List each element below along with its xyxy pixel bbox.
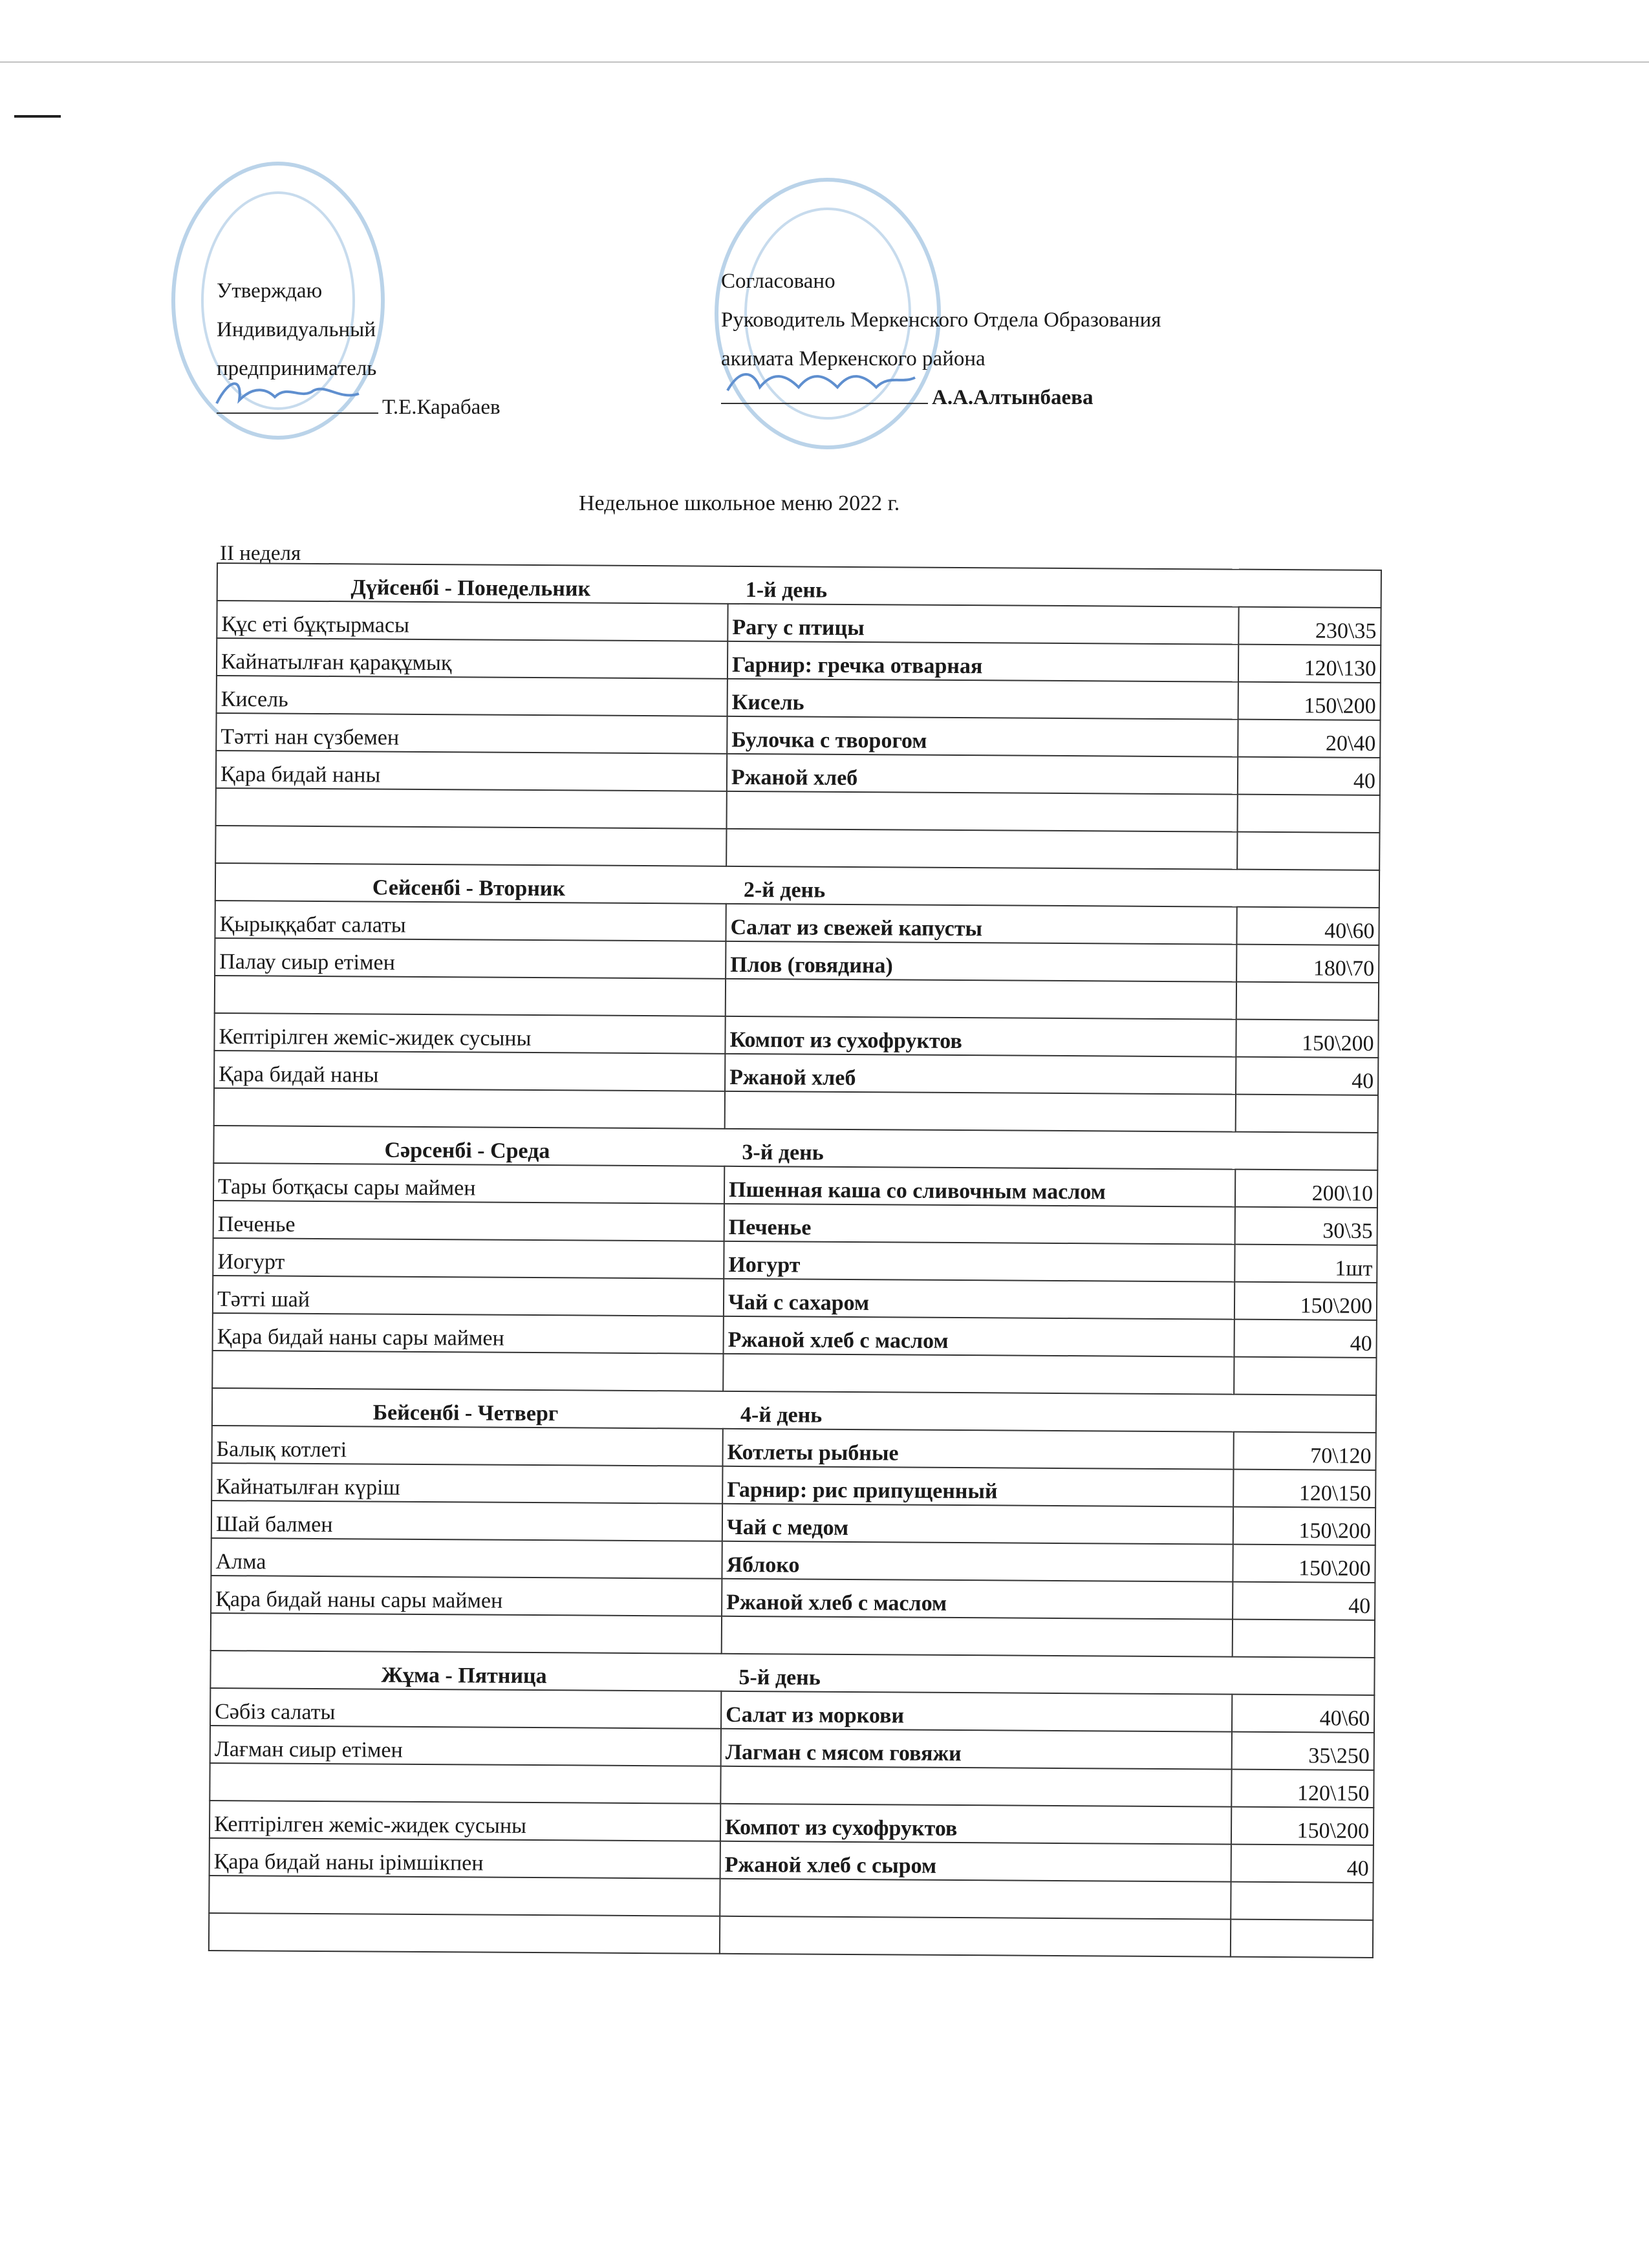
portion-cell: 20\40: [1238, 720, 1380, 758]
dish-russian-cell: Пшенная каша со сливочным маслом: [724, 1166, 1235, 1207]
dish-russian-cell: Салат из свежей капусты: [726, 904, 1236, 945]
day-number: 3-й день: [742, 1140, 824, 1165]
portion-cell: 180\70: [1236, 945, 1379, 983]
dish-kazakh-cell: [212, 1351, 723, 1391]
portion-cell: [1233, 1620, 1375, 1658]
portion-cell: 40: [1234, 1320, 1377, 1358]
approval-left-line3: предприниматель: [217, 357, 377, 380]
document-title: Недельное школьное меню 2022 г.: [579, 491, 900, 515]
portion-cell: 150\200: [1236, 1020, 1378, 1058]
dish-russian-cell: Булочка с творогом: [727, 716, 1238, 757]
portion-cell: 150\200: [1233, 1507, 1375, 1545]
menu-row: [210, 1726, 1374, 1770]
dish-kazakh-cell: Кайнатылған қарақұмық: [217, 638, 727, 679]
dish-kazakh-cell: [216, 788, 727, 829]
day-header-row: [213, 1126, 1377, 1170]
weekly-menu-table: [208, 562, 1382, 1958]
menu-row: [213, 1276, 1377, 1320]
dish-kazakh-cell: Кайнатылған күріш: [211, 1463, 722, 1504]
dish-kazakh-cell: Алма: [211, 1538, 722, 1579]
day-header-cell: [217, 563, 1381, 608]
menu-row: [215, 901, 1379, 945]
dish-russian-cell: Ржаной хлеб с сыром: [720, 1841, 1231, 1882]
day-header-cell: [212, 1388, 1376, 1433]
day-header-cell: [210, 1651, 1374, 1695]
portion-cell: 200\10: [1235, 1170, 1377, 1208]
menu-row: [214, 1051, 1378, 1095]
dish-kazakh-cell: Кептірілген жеміс-жидек сусыны: [214, 1013, 725, 1054]
menu-row: [209, 1913, 1373, 1958]
day-name: Дүйсенбі - Понедельник: [350, 575, 591, 601]
dish-kazakh-cell: Қара бидай наны: [216, 751, 727, 791]
dish-russian-cell: [722, 1616, 1233, 1657]
dish-kazakh-cell: Қара бидай наны сары маймен: [211, 1576, 722, 1616]
dish-kazakh-cell: Кептірілген жеміс-жидек сусыны: [210, 1801, 720, 1841]
portion-cell: 150\200: [1231, 1807, 1374, 1845]
dish-kazakh-cell: [209, 1913, 720, 1954]
menu-row: [212, 1351, 1376, 1395]
dish-russian-cell: Печенье: [724, 1204, 1235, 1245]
menu-row: [217, 638, 1381, 683]
dish-kazakh-cell: Тәтті нан сүзбемен: [216, 713, 727, 754]
day-header-cell: [213, 1126, 1377, 1170]
portion-cell: [1237, 832, 1379, 870]
dish-russian-cell: Гарнир: рис припущенный: [722, 1466, 1233, 1507]
approval-right-signature-row: [721, 378, 1161, 417]
portion-cell: [1237, 795, 1379, 833]
dish-kazakh-cell: Қара бидай наны ірімшікпен: [210, 1838, 720, 1879]
signature-right: [721, 381, 928, 404]
day-number: 2-й день: [743, 877, 826, 903]
dish-russian-cell: Ржаной хлеб: [727, 754, 1238, 795]
approval-block-right: [721, 262, 1161, 417]
dish-kazakh-cell: [210, 1763, 720, 1804]
dish-kazakh-cell: Балық котлеті: [211, 1426, 722, 1466]
day-name: Сейсенбі - Вторник: [372, 875, 566, 901]
approval-left-line2: Индивидуальный: [217, 318, 376, 341]
menu-row: [215, 976, 1379, 1020]
dish-russian-cell: Компот из сухофруктов: [720, 1804, 1231, 1845]
menu-row: [215, 826, 1379, 870]
day-name: Бейсенбі - Четверг: [372, 1400, 559, 1426]
dish-kazakh-cell: Тәтті шай: [213, 1276, 724, 1316]
menu-row: [211, 1463, 1375, 1508]
dish-kazakh-cell: Иогурт: [213, 1238, 724, 1279]
menu-row: [211, 1613, 1375, 1658]
dish-russian-cell: [720, 1916, 1231, 1957]
menu-row: [211, 1538, 1375, 1583]
menu-row: [209, 1876, 1373, 1920]
dish-russian-cell: [720, 1879, 1231, 1920]
dish-kazakh-cell: Қара бидай наны: [214, 1051, 725, 1091]
dish-kazakh-cell: Тары ботқасы сары маймен: [213, 1163, 724, 1204]
approval-right-line3: акимата Меркенского района: [721, 347, 986, 370]
dish-kazakh-cell: [209, 1876, 720, 1916]
dish-russian-cell: Лагман с мясом говяжи: [721, 1729, 1232, 1770]
portion-cell: 230\35: [1238, 607, 1381, 645]
portion-cell: [1231, 1882, 1373, 1920]
dish-russian-cell: Гарнир: гречка отварная: [727, 641, 1238, 682]
day-number: 5-й день: [738, 1665, 821, 1690]
portion-cell: 40: [1238, 757, 1380, 795]
portion-cell: 150\200: [1234, 1282, 1377, 1320]
approval-left-line1: Утверждаю: [217, 279, 323, 303]
portion-cell: 40\60: [1232, 1695, 1374, 1733]
menu-row: [214, 1013, 1378, 1058]
menu-row: [214, 1088, 1378, 1133]
menu-row: [211, 1576, 1375, 1620]
portion-cell: 120\150: [1231, 1770, 1374, 1808]
portion-cell: 40: [1233, 1582, 1375, 1620]
dish-russian-cell: [726, 829, 1237, 870]
dish-kazakh-cell: [215, 826, 726, 866]
portion-cell: 150\200: [1238, 682, 1381, 720]
menu-row: [211, 1426, 1375, 1470]
dish-russian-cell: Салат из моркови: [721, 1691, 1232, 1732]
dish-russian-cell: [725, 1091, 1236, 1132]
signer-left: Т.Е.Карабаев: [382, 396, 501, 419]
day-number: 4-й день: [740, 1402, 823, 1428]
scan-mark: [14, 115, 61, 118]
menu-row: [215, 938, 1379, 983]
dish-russian-cell: [726, 979, 1236, 1020]
menu-row: [210, 1801, 1374, 1845]
approval-right-line1: Согласовано: [721, 270, 835, 293]
menu-row: [211, 1501, 1375, 1545]
menu-row: [217, 601, 1381, 645]
menu-row: [216, 713, 1380, 758]
day-name: Жұма - Пятница: [381, 1663, 547, 1689]
day-header-row: [215, 863, 1379, 908]
dish-kazakh-cell: Құс еті бұқтырмасы: [217, 601, 727, 641]
dish-kazakh-cell: Лағман сиыр етімен: [210, 1726, 721, 1766]
portion-cell: 40: [1231, 1845, 1374, 1883]
dish-kazakh-cell: [214, 1088, 725, 1129]
menu-row: [210, 1763, 1374, 1808]
portion-cell: 150\200: [1233, 1545, 1375, 1583]
portion-cell: 1шт: [1234, 1245, 1377, 1283]
menu-row: [213, 1163, 1377, 1208]
day-header-row: [217, 563, 1381, 608]
day-number: 1-й день: [745, 577, 828, 603]
dish-kazakh-cell: Қара бидай наны сары маймен: [213, 1313, 724, 1354]
dish-kazakh-cell: Кисель: [217, 676, 727, 716]
dish-kazakh-cell: Шай балмен: [211, 1501, 722, 1541]
menu-row: [213, 1313, 1377, 1358]
portion-cell: 30\35: [1235, 1207, 1377, 1245]
menu-row: [217, 676, 1381, 720]
dish-kazakh-cell: Сәбіз салаты: [210, 1688, 721, 1729]
menu-row: [216, 751, 1380, 795]
dish-russian-cell: Кисель: [727, 679, 1238, 720]
dish-kazakh-cell: [215, 976, 726, 1016]
approval-right-line2: Руководитель Меркенского Отдела Образования: [721, 308, 1161, 332]
portion-cell: 35\250: [1232, 1732, 1374, 1770]
menu-row: [210, 1688, 1374, 1733]
signer-right: А.А.Алтынбаева: [932, 386, 1094, 409]
signature-left: [217, 390, 378, 414]
dish-russian-cell: Котлеты рыбные: [722, 1429, 1233, 1470]
menu-row: [210, 1838, 1374, 1883]
dish-russian-cell: Чай с медом: [722, 1504, 1233, 1545]
day-header-cell: [215, 863, 1379, 908]
portion-cell: [1236, 1095, 1378, 1133]
approval-left-signature-row: [217, 388, 501, 427]
dish-kazakh-cell: Қырыққабат салаты: [215, 901, 726, 941]
dish-kazakh-cell: Печенье: [213, 1201, 724, 1241]
portion-cell: 70\120: [1233, 1432, 1375, 1470]
menu-row: [213, 1201, 1377, 1245]
dish-russian-cell: Иогурт: [724, 1241, 1234, 1282]
dish-russian-cell: Яблоко: [722, 1541, 1233, 1582]
portion-cell: [1234, 1357, 1376, 1395]
dish-russian-cell: Ржаной хлеб с маслом: [722, 1579, 1233, 1620]
dish-russian-cell: Ржаной хлеб с маслом: [724, 1316, 1234, 1357]
dish-kazakh-cell: Палау сиыр етімен: [215, 938, 726, 979]
scan-edge-line: [0, 61, 1649, 63]
dish-russian-cell: Плов (говядина): [726, 941, 1236, 982]
portion-cell: 40\60: [1236, 907, 1379, 945]
dish-russian-cell: Рагу с птицы: [727, 604, 1238, 645]
menu-row: [216, 788, 1380, 833]
day-header-row: [210, 1651, 1374, 1695]
portion-cell: [1236, 982, 1379, 1020]
portion-cell: 120\130: [1238, 645, 1381, 683]
dish-russian-cell: Ржаной хлеб: [725, 1054, 1236, 1095]
portion-cell: 120\150: [1233, 1470, 1375, 1508]
dish-russian-cell: Компот из сухофруктов: [725, 1016, 1236, 1057]
dish-russian-cell: [723, 1354, 1234, 1395]
week-label: II неделя: [220, 542, 301, 565]
dish-russian-cell: Чай с сахаром: [724, 1279, 1234, 1320]
dish-russian-cell: [720, 1766, 1231, 1807]
menu-table-body: [209, 563, 1381, 1958]
day-header-row: [212, 1388, 1376, 1433]
approval-block-left: [217, 272, 501, 427]
dish-kazakh-cell: [211, 1613, 722, 1654]
menu-row: [213, 1238, 1377, 1283]
portion-cell: 40: [1236, 1057, 1378, 1095]
dish-russian-cell: [726, 791, 1237, 832]
day-name: Сәрсенбі - Среда: [384, 1138, 550, 1164]
portion-cell: [1231, 1920, 1373, 1958]
